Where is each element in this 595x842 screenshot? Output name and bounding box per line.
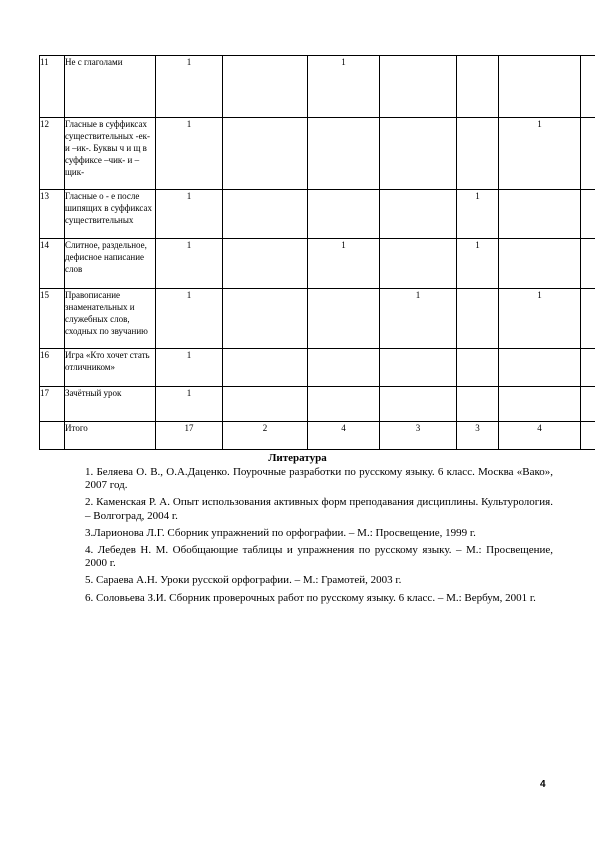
total-row [40,422,595,450]
value-cell [308,349,380,387]
topic-cell: Не с глаголами [65,56,156,118]
value-cell: 1 [457,190,499,239]
value-cell: 1 [156,56,223,118]
topic-cell: Гласные о - е после шипящих в суффиксах существительных [65,190,156,239]
value-cell [457,289,499,349]
row-number: 16 [40,349,65,387]
table-row [40,190,595,239]
value-cell: 1 [457,239,499,289]
value-cell [380,118,457,190]
row-number: 17 [40,387,65,422]
total-value: 4 [308,422,380,450]
edge-cell [581,289,595,349]
value-cell [457,349,499,387]
value-cell [308,118,380,190]
value-cell [380,190,457,239]
table-row [40,289,595,349]
value-cell [380,349,457,387]
row-number: 11 [40,56,65,118]
value-cell: 1 [156,387,223,422]
value-cell [223,387,308,422]
total-value: 3 [457,422,499,450]
value-cell: 1 [156,239,223,289]
value-cell [457,387,499,422]
edge-cell [581,239,595,289]
value-cell: 1 [308,239,380,289]
value-cell [499,190,581,239]
row-number: 15 [40,289,65,349]
value-cell [380,56,457,118]
value-cell: 1 [380,289,457,349]
value-cell [380,239,457,289]
value-cell [499,239,581,289]
value-cell [308,190,380,239]
value-cell [223,56,308,118]
edge-cell [581,190,595,239]
value-cell [223,349,308,387]
edge-cell [581,118,595,190]
row-number: 14 [40,239,65,289]
reference-item: 2. Каменская Р. А. Опыт использования активных форм преподавания дисциплины. Культурология. – Волгоград, 2004 г. [85,496,553,522]
value-cell [457,56,499,118]
reference-item: 3.Ларионова Л.Г. Сборник упражнений по орфографии. – М.: Просвещение, 1999 г. [85,526,476,539]
topic-cell: Гласные в суффиксах существительных -ек- и –ик-. Буквы ч и щ в суффиксе –чик- и –щик- [65,118,156,190]
reference-item: 6. Соловьева З.И. Сборник проверочных работ по русскому языку. 6 класс. – М.: Вербум, 2001 г. [85,591,536,604]
value-cell: 1 [499,118,581,190]
reference-item: 5. Сараева А.Н. Уроки русской орфографии. – М.: Грамотей, 2003 г. [85,574,402,587]
value-cell [380,387,457,422]
literature-title: Литература [268,452,327,464]
spelling-topics-table [39,55,595,450]
total-value: 2 [223,422,308,450]
table-row [40,239,595,289]
edge-cell [581,349,595,387]
topic-cell: Игра «Кто хочет стать отличником» [65,349,156,387]
topic-cell: Зачётный урок [65,387,156,422]
total-value: 4 [499,422,581,450]
edge-cell [581,387,595,422]
value-cell [223,239,308,289]
value-cell [499,349,581,387]
page-number: 4 [540,779,546,790]
table-row [40,56,595,118]
value-cell [223,190,308,239]
table-row [40,349,595,387]
value-cell [223,118,308,190]
value-cell: 1 [156,289,223,349]
value-cell [223,289,308,349]
total-value: 17 [156,422,223,450]
row-number: 12 [40,118,65,190]
value-cell: 1 [499,289,581,349]
reference-item: 4. Лебедев Н. М. Обобщающие таблицы и упражнения по русскому языку. – М.: Просвещение, 2000 г. [85,544,553,570]
value-cell: 1 [156,190,223,239]
value-cell [499,387,581,422]
total-label: Итого [65,422,156,450]
value-cell [499,56,581,118]
reference-item: 1. Беляева О. В., О.А.Даценко. Поурочные разработки по русскому языку. 6 класс. Москва «Вако», 2007 год. [85,466,553,492]
edge-cell [581,422,595,450]
topic-cell: Правописание знаменательных и служебных слов, сходных по звучанию [65,289,156,349]
total-value: 3 [380,422,457,450]
value-cell [308,387,380,422]
value-cell: 1 [156,118,223,190]
literature-list [85,466,553,609]
table-row [40,387,595,422]
row-number [40,422,65,450]
topic-cell: Слитное, раздельное, дефисное написание слов [65,239,156,289]
table-row [40,118,595,190]
value-cell: 1 [156,349,223,387]
edge-cell [581,56,595,118]
row-number: 13 [40,190,65,239]
value-cell [457,118,499,190]
value-cell [308,289,380,349]
value-cell: 1 [308,56,380,118]
